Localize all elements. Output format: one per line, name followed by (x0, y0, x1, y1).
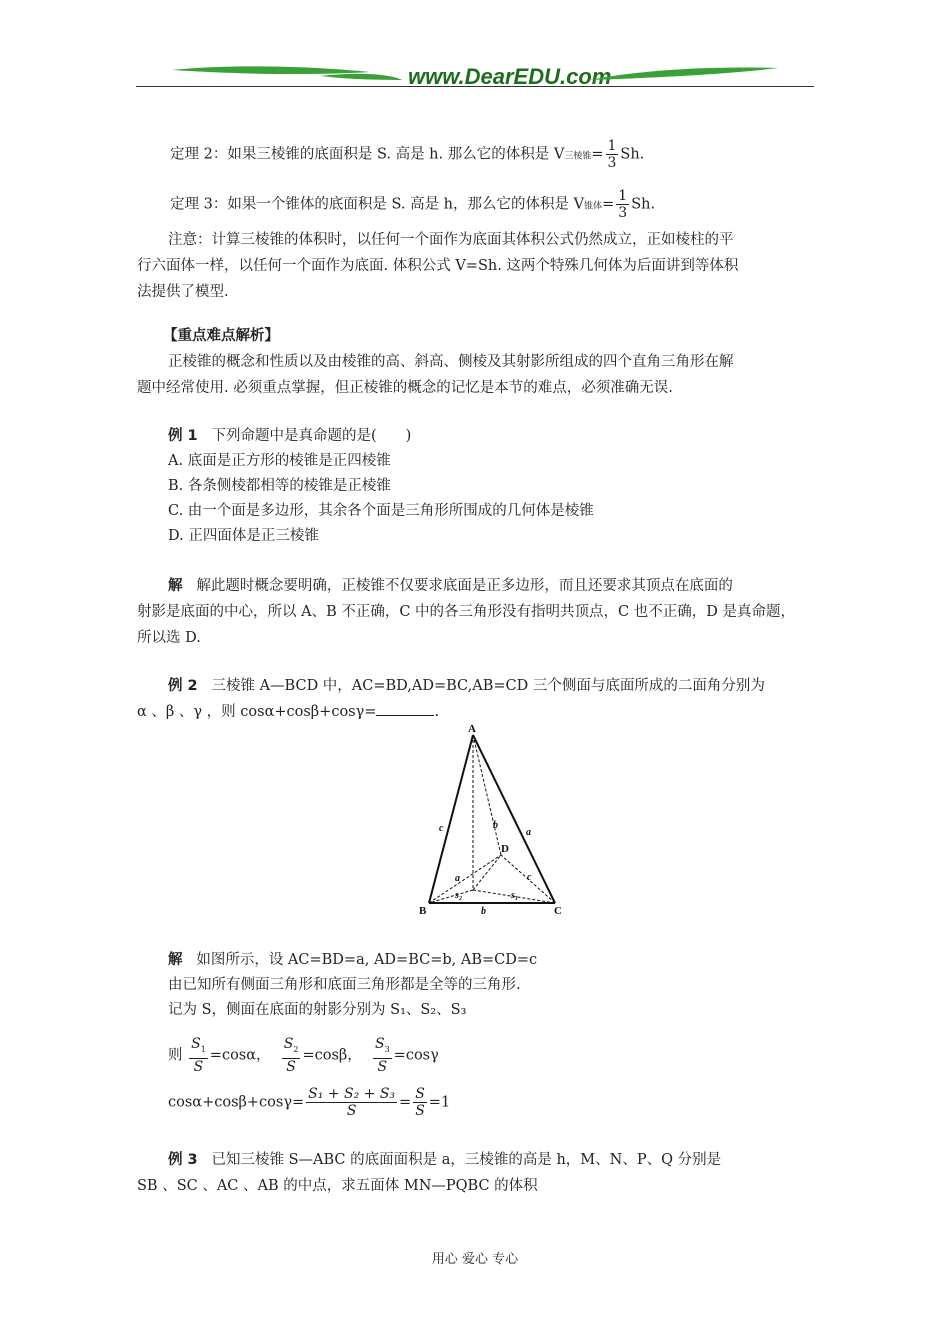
label-c-right: c (527, 872, 532, 883)
label-b-bottom: b (481, 906, 486, 917)
example-2-question-line-1: 例 2 三棱锥 A—BCD 中，AC=BD,AD=BC,AB=CD 三个侧面与底面所成的二面角分别为 (168, 678, 765, 694)
example-2-solution-line-1: 解 如图所示，设 AC=BD=a, AD=BC=b, AB=CD=c (168, 952, 538, 968)
sum-equation: cosα+cosβ+cosγ= $\frac{\text{S₁ + S₂ + S₃}}{S}$ = $\frac{S}{S}$ =1 (168, 1086, 451, 1119)
label-s2: s₂ (455, 890, 463, 901)
example-1-solution-line-3: 所以选 D. (137, 630, 201, 646)
label-c-left: c (439, 823, 444, 834)
label-a-left: a (455, 873, 460, 884)
proj-1 (429, 890, 473, 903)
fraction-one-third: $\frac{1}{3}$ (618, 188, 628, 221)
example-1-option-c: C. 由一个面是多边形，其余各个面是三角形所围成的几何体是棱锥 (168, 503, 594, 519)
tetrahedron-figure (415, 718, 575, 918)
edge-AD (473, 735, 501, 855)
example-2-solution-line-2: 由已知所有侧面三角形和底面三角形都是全等的三角形. (168, 977, 521, 993)
logo-left-swoosh (172, 66, 370, 74)
example-3-question-line-2: SB 、SC 、AC 、AB 的中点，求五面体 MN—PQBC 的体积 (137, 1178, 538, 1194)
theorem-2: 定理 2：如果三棱锥的底面积是 S. 高是 h. 那么它的体积是 V三棱锥= $\frac{1}{3}$ Sh. (170, 138, 645, 171)
label-a-right: a (526, 827, 531, 838)
logo-left-swoosh-tail (320, 74, 402, 80)
example-1-question: 例 1 下列命题中是真命题的是( ) (168, 428, 412, 444)
header-rule (136, 86, 814, 87)
edge-AC (473, 735, 555, 903)
key-points-heading: 【重点难点解析】 (163, 328, 279, 344)
label-D: D (501, 843, 509, 855)
example-1-option-a: A. 底面是正方形的棱锥是正四棱锥 (168, 453, 391, 469)
example-2-solution-line-3: 记为 S，侧面在底面的射影分别为 S₁、S₂、S₃ (168, 1002, 467, 1018)
label-C: C (554, 905, 562, 917)
logo-right-swoosh (590, 68, 778, 81)
note-line-1: 注意：计算三棱锥的体积时，以任何一个面作为底面其体积公式仍然成立，正如棱柱的平 (168, 232, 734, 248)
example-1-option-d: D. 正四面体是正三棱锥 (168, 528, 319, 544)
example-2-question-line-2: α 、β 、γ ，则 cosα+cosβ+cosγ= . (137, 701, 439, 722)
key-line-2: 题中经常使用. 必须重点掌握，但正棱锥的概念的记忆是本节的难点，必须准确无误. (137, 380, 673, 396)
fraction-one-third: $\frac{1}{3}$ (607, 138, 617, 171)
label-s1: s₁ (511, 890, 519, 901)
note-line-3: 法提供了模型. (137, 284, 229, 300)
example-1-solution-line-2: 射影是底面的中心，所以 A、B 不正确，C 中的各三角形没有指明共顶点，C 也不正确，D 是真命题， (137, 604, 795, 620)
label-B: B (419, 905, 427, 917)
example-1-option-b: B. 各条侧棱都相等的棱锥是正棱锥 (168, 478, 391, 494)
footer-text: 用心 爱心 专心 (431, 1252, 519, 1267)
key-line-1: 正棱锥的概念和性质以及由棱锥的高、斜高、侧棱及其射影所组成的四个直角三角形在解 (168, 354, 734, 370)
label-b-mid: b (493, 820, 498, 831)
example-1-solution-line-1: 解 解此题时概念要明确，正棱锥不仅要求底面是正多边形，而且还要求其顶点在底面的 (168, 578, 733, 594)
answer-blank (376, 701, 434, 716)
label-A: A (468, 723, 476, 735)
ratio-equations: 则 $\frac{S_1}{S}$ =cosα， $\frac{S_2}{S}$ =cosβ， $\frac{S_3}{S}$ =cosγ (168, 1036, 439, 1075)
example-3-question-line-1: 例 3 已知三棱锥 S—ABC 的底面面积是 a，三棱锥的高是 h，M、N、P、Q 分别是 (168, 1152, 722, 1168)
proj-3 (473, 855, 501, 890)
theorem-3: 定理 3：如果一个锥体的底面积是 S. 高是 h，那么它的体积是 V锥体= $\frac{1}{3}$ Sh. (170, 188, 656, 221)
logo-text: www.DearEDU.com (408, 64, 612, 89)
note-line-2: 行六面体一样，以任何一个面作为底面. 体积公式 V=Sh. 这两个特殊几何体为后面讲到等体积 (137, 258, 739, 274)
